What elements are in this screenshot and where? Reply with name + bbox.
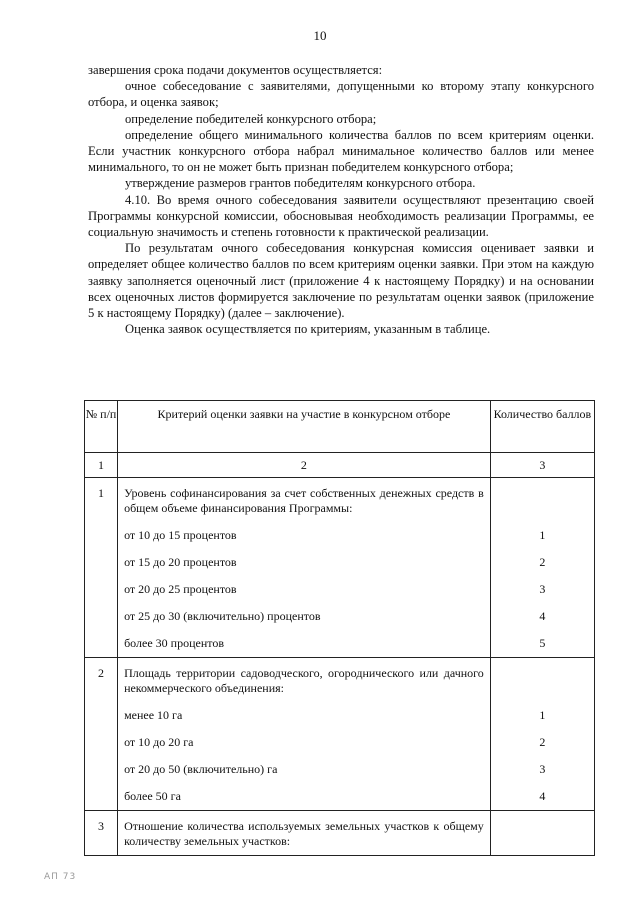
header-num: № п/п: [85, 401, 118, 453]
header-criterion: Критерий оценки заявки на участие в конкурсном отборе: [118, 401, 491, 453]
criterion-cell: [118, 811, 491, 856]
paragraph: утверждение размеров грантов победителям конкурсного отбора.: [125, 176, 476, 191]
option-points: 1: [539, 708, 546, 722]
criterion-option: от 20 до 25 процентов: [124, 582, 237, 596]
option-points: 1: [539, 528, 546, 542]
criterion-option: менее 10 га: [124, 708, 183, 722]
paragraph: завершения срока подачи документов осуществляется:: [88, 63, 383, 77]
option-points: 5: [539, 636, 546, 650]
criterion-option: более 30 процентов: [124, 636, 224, 650]
row-number: 2: [85, 658, 118, 811]
criterion-cell: [118, 478, 491, 658]
points-cell: [490, 478, 594, 658]
criterion-option: более 50 га: [124, 789, 181, 803]
option-points: 4: [539, 789, 546, 803]
option-points: 4: [539, 609, 546, 623]
points-cell: [490, 658, 594, 811]
table-index-row: [85, 453, 595, 478]
criterion-cell: [118, 658, 491, 811]
paragraph: очное собеседование с заявителями, допущенными ко второму этапу конкурсного отбора, и оценка заявок;: [88, 79, 594, 110]
option-points: 2: [539, 735, 546, 749]
criteria-table: [84, 400, 595, 856]
page-number: 10: [313, 28, 327, 43]
header-points: Количество баллов: [490, 401, 594, 453]
paragraph: По результатам очного собеседования конкурсная комиссия оценивает заявки и определяет общее количество баллов по всем критериям оценки заявки. При этом на каждую заявку заполняется оценочный лист (приложение 4 к настоящему Порядку) и на основании всех оценочных листов формируется заключение по результатам оценки заявок (приложение 5 к настоящему Порядку) (далее – заключение).: [88, 241, 594, 321]
criterion-title: Площадь территории садоводческого, огороднического или дачного некоммерческого объединения:: [124, 666, 484, 695]
table-header-row: [85, 401, 595, 453]
criterion-option: от 25 до 30 (включительно) процентов: [124, 609, 321, 623]
paragraph: определение общего минимального количества баллов по всем критериям оценки. Если участник конкурсного отбора набрал минимальное количество баллов или менее минимального, то он не может быть признан победителем конкурсного отбора;: [88, 127, 594, 175]
index-cell: 3: [490, 453, 594, 478]
option-points: 2: [539, 555, 546, 569]
body-text: [88, 62, 594, 337]
criterion-title: Уровень софинансирования за счет собственных денежных средств в общем объеме финансирования Программы:: [124, 486, 484, 515]
option-points: 3: [539, 582, 546, 596]
table-row: [85, 811, 595, 856]
row-number: 1: [85, 478, 118, 658]
criterion-option: от 10 до 20 га: [124, 735, 194, 749]
criterion-title: Отношение количества используемых земельных участков к общему количеству земельных участков:: [124, 819, 484, 848]
option-points: 3: [539, 762, 546, 776]
criterion-option: от 10 до 15 процентов: [124, 528, 237, 542]
table-row: [85, 658, 595, 811]
index-cell: 2: [118, 453, 491, 478]
criterion-option: от 20 до 50 (включительно) га: [124, 762, 278, 776]
index-cell: 1: [85, 453, 118, 478]
paragraph: Оценка заявок осуществляется по критериям, указанным в таблице.: [125, 322, 491, 337]
paragraph: 4.10. Во время очного собеседования заявители осуществляют презентацию своей Программы конкурсной комиссии, обосновывая необходимость реализации Программы, ее социальную значимость и степень готовности к практической реализации.: [88, 192, 594, 240]
points-cell: [490, 811, 594, 856]
footer-mark: АП 73: [44, 872, 77, 882]
criterion-option: от 15 до 20 процентов: [124, 555, 237, 569]
table-row: [85, 478, 595, 658]
row-number: 3: [85, 811, 118, 856]
paragraph: определение победителей конкурсного отбора;: [125, 111, 377, 126]
